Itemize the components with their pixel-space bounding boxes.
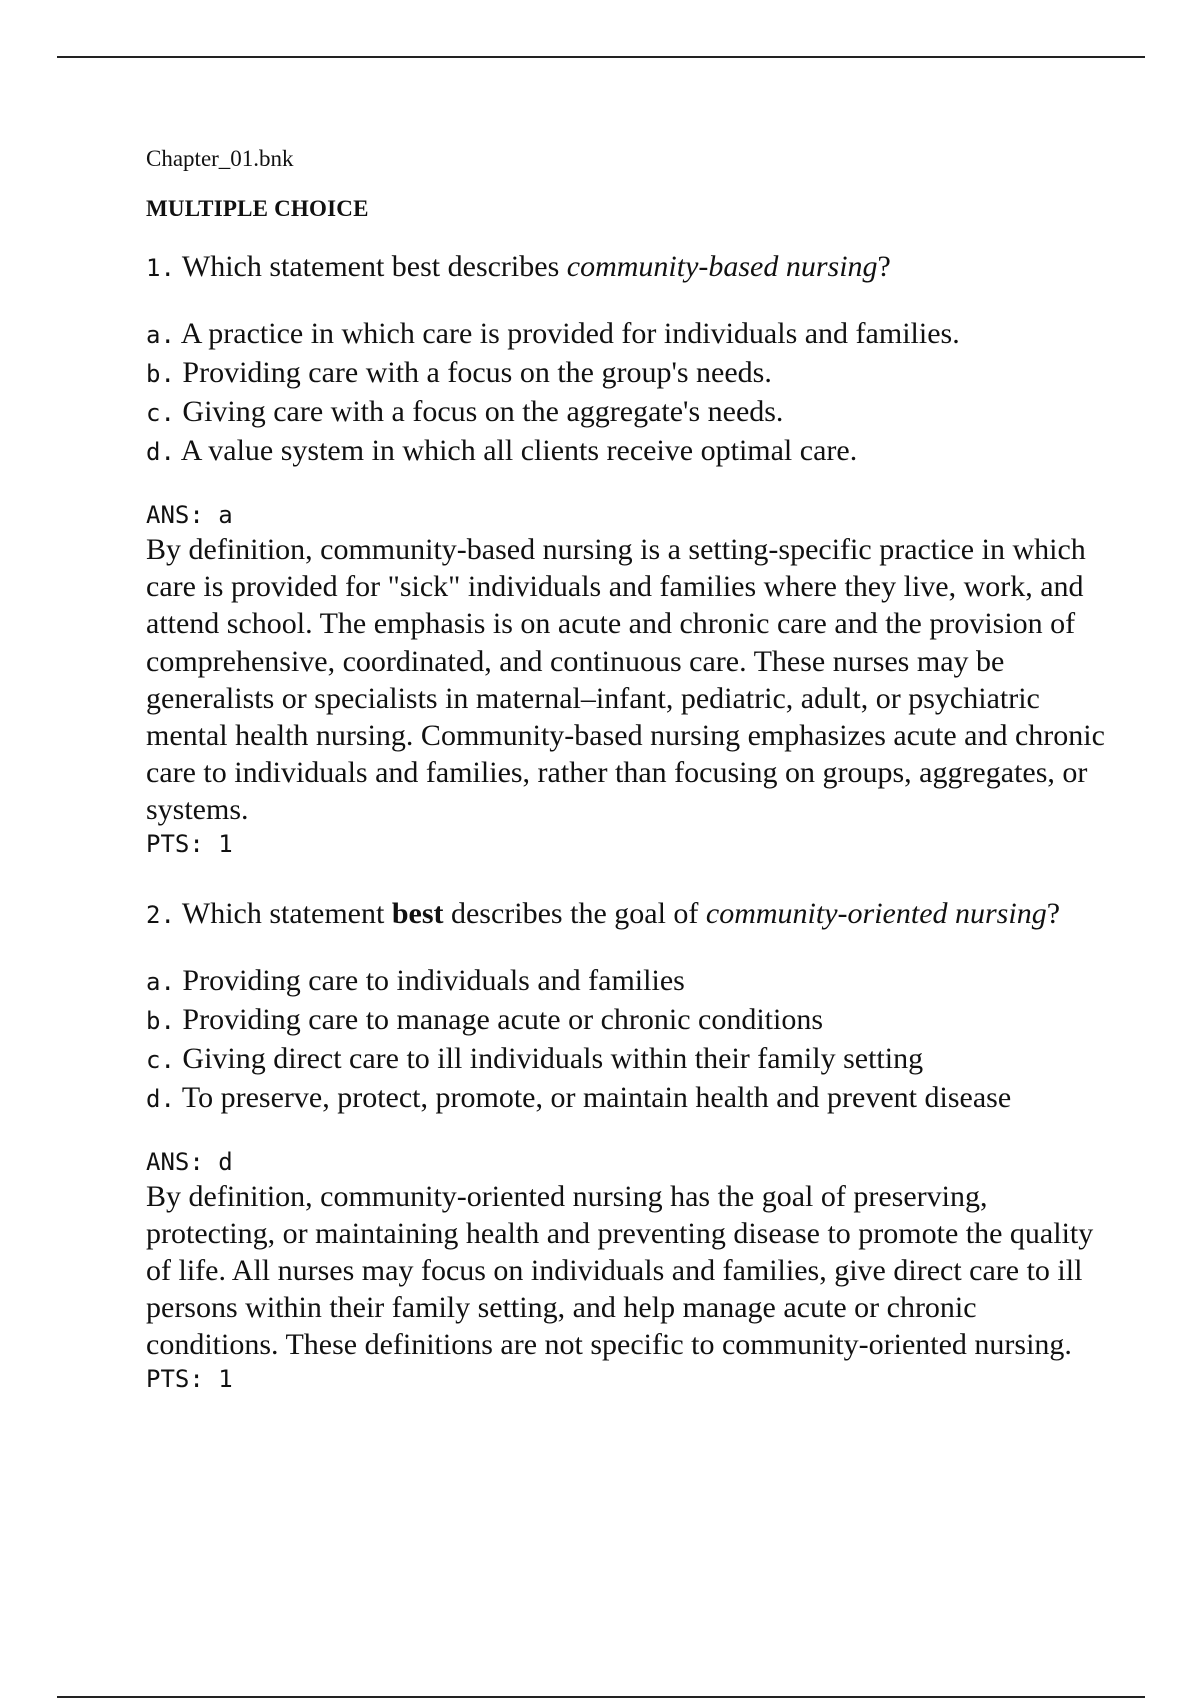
document-body: [146, 144, 1106, 1430]
question-stem: [146, 248, 1106, 287]
option-letter: c.: [146, 399, 175, 427]
stem-emphasis: community-based nursing: [566, 250, 878, 283]
answer-option-c: [146, 1040, 1106, 1079]
answer-options: [146, 315, 1106, 471]
answer-rationale: By definition, community-oriented nursing has the goal of preserving, protecting, or maintaining health and preventing disease to promote the quality of life. All nurses may focus on individuals and families, give direct care to ill persons within their family setting, and help manage acute or chronic conditions. These definitions are not specific to community-oriented nursing.: [146, 1179, 1094, 1362]
answer-option-d: [146, 432, 1106, 471]
answer-options: [146, 962, 1106, 1118]
option-text: Providing care with a focus on the group's needs.: [182, 356, 772, 389]
document-filename: Chapter_01.bnk: [146, 146, 294, 171]
answer-option-d: [146, 1079, 1106, 1118]
stem-text: Which statement: [181, 896, 392, 930]
stem-emphasis: community-oriented nursing: [705, 896, 1047, 930]
answer-rationale: By definition, community-based nursing is a setting-specific practice in which care is provided for "sick" individuals and families where they live, work, and attend school. The emphasis is on acute and chronic care and the provision of comprehensive, coordinated, and continuous care. These nurses may be generalists or specialists in maternal–infant, pediatric, adult, or psychiatric mental health nursing. Community-based nursing emphasizes acute and chronic care to individuals and families, rather than focusing on groups, aggregates, or systems.: [146, 533, 1105, 827]
question-number: 1.: [146, 254, 175, 282]
points-value: PTS: 1: [146, 829, 233, 858]
option-text: Giving direct care to ill individuals within their family setting: [182, 1041, 924, 1075]
option-letter: b.: [146, 360, 175, 388]
stem-text: describes the goal of: [443, 896, 706, 930]
top-divider: [57, 56, 1145, 58]
question-2: [146, 895, 1106, 1394]
question-number: 2.: [146, 900, 175, 929]
option-letter: a.: [146, 967, 175, 996]
section-heading: MULTIPLE CHOICE: [146, 196, 369, 221]
option-text: Providing care to individuals and families: [182, 963, 685, 997]
option-letter: c.: [146, 1045, 175, 1074]
stem-bold: best: [391, 896, 444, 930]
answer-option-a: [146, 315, 1106, 354]
bottom-divider: [57, 1696, 1145, 1698]
answer-option-a: [146, 962, 1106, 1001]
option-text: To preserve, protect, promote, or maintain health and prevent disease: [181, 1080, 1012, 1114]
stem-text: Which statement best describes: [181, 250, 567, 283]
question-stem: [146, 895, 1106, 934]
option-text: Providing care to manage acute or chronic conditions: [182, 1002, 824, 1036]
answer-key: ANS: a: [146, 501, 233, 529]
option-letter: b.: [146, 1006, 175, 1035]
option-text: A value system in which all clients receive optimal care.: [180, 434, 858, 467]
option-text: Giving care with a focus on the aggregate's needs.: [182, 395, 784, 428]
answer-key: ANS: d: [146, 1147, 233, 1176]
answer-option-c: [146, 393, 1106, 432]
option-letter: a.: [146, 321, 175, 349]
option-letter: d.: [146, 438, 175, 466]
option-text: A practice in which care is provided for individuals and families.: [180, 317, 960, 350]
option-letter: d.: [146, 1084, 175, 1113]
points-value: PTS: 1: [146, 1364, 233, 1393]
question-1: [146, 248, 1106, 859]
stem-text: ?: [1046, 896, 1061, 930]
answer-option-b: [146, 354, 1106, 393]
stem-text: ?: [877, 250, 891, 283]
answer-option-b: [146, 1001, 1106, 1040]
